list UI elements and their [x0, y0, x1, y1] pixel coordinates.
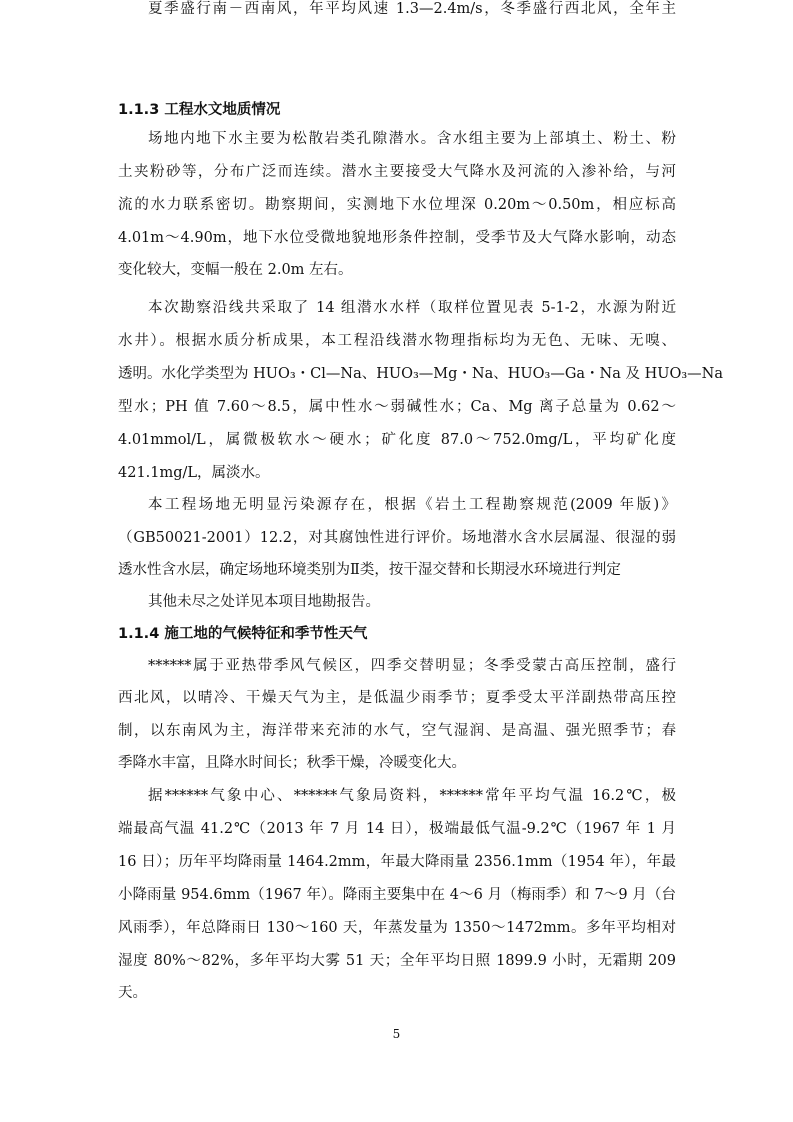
- paragraph-line: 土夹粉砂等，分布广泛而连续。潜水主要接受大气降水及河流的入渗补给，与河: [118, 164, 676, 180]
- paragraph-line: 制，以东南风为主，海洋带来充沛的水气，空气湿润、是高温、强光照季节；春: [118, 723, 676, 739]
- paragraph-line: 夏季盛行南－西南风，年平均风速 1.3—2.4m/s，冬季盛行西北风，全年主: [148, 1, 676, 17]
- paragraph-line: 据******气象中心、******气象局资料，******常年平均气温 16.2℃，极: [148, 788, 676, 804]
- paragraph-line: 端最高气温 41.2℃（2013 年 7 月 14 日），极端最低气温-9.2℃（1967 年 1 月: [118, 821, 676, 837]
- paragraph-line: 水井）。根据水质分析成果，本工程沿线潜水物理指标均为无色、无味、无嗅、: [118, 333, 676, 349]
- paragraph-line: 小降雨量 954.6mm（1967 年）。降雨主要集中在 4～6 月（梅雨季）和 7～9 月（台: [118, 887, 676, 903]
- paragraph-line: 型水；PH 值 7.60～8.5，属中性水～弱碱性水；Ca、Mg 离子总量为 0.62～: [118, 399, 676, 415]
- paragraph-line: 本次勘察沿线共采取了 14 组潜水水样（取样位置见表 5-1-2，水源为附近: [148, 300, 676, 316]
- paragraph-line: （GB50021-2001）12.2，对其腐蚀性进行评价。场地潜水含水层属湿、很湿的弱: [118, 530, 676, 546]
- page-number: 5: [392, 1027, 401, 1041]
- section-heading: 1.1.4 施工地的气候特征和季节性天气: [118, 626, 368, 642]
- section-heading: 1.1.3 工程水文地质情况: [118, 102, 281, 118]
- paragraph-line: 天。: [118, 985, 147, 1001]
- paragraph-line: 本工程场地无明显污染源存在，根据《岩土工程勘察规范(2009 年版)》: [148, 497, 676, 513]
- paragraph-line: 湿度 80%～82%，多年平均大雾 51 天；全年平均日照 1899.9 小时，无霜期 209: [118, 953, 676, 969]
- paragraph-line: 风雨季），年总降雨日 130～160 天，年蒸发量为 1350～1472mm。多年平均相对: [118, 920, 676, 936]
- paragraph-line: 16 日）；历年平均降雨量 1464.2mm，年最大降雨量 2356.1mm（1954 年），年最: [118, 854, 676, 870]
- paragraph-line: 季降水丰富，且降水时间长；秋季干燥，冷暖变化大。: [118, 755, 466, 771]
- paragraph-line: 4.01m～4.90m，地下水位受微地貌地形条件控制，受季节及大气降水影响，动态: [118, 230, 676, 246]
- paragraph-line: 4.01mmol/L，属微极软水～硬水；矿化度 87.0～752.0mg/L，平均矿化度: [118, 432, 676, 448]
- paragraph-line: 流的水力联系密切。勘察期间，实测地下水位埋深 0.20m～0.50m，相应标高: [118, 197, 676, 213]
- paragraph-line: 其他未尽之处详见本项目地勘报告。: [148, 594, 380, 610]
- paragraph-line: 透水性含水层，确定场地环境类别为Ⅱ类，按干湿交替和长期浸水环境进行判定: [118, 562, 621, 578]
- paragraph-line: 421.1mg/L，属淡水。: [118, 465, 270, 481]
- paragraph-line: 透明。水化学类型为 HUO₃・Cl—Na、HUO₃—Mg・Na、HUO₃—Ga・Na 及 HUO₃—Na: [118, 366, 724, 382]
- paragraph-line: 变化较大，变幅一般在 2.0m 左右。: [118, 262, 353, 278]
- paragraph-line: 西北风，以晴冷、干燥天气为主，是低温少雨季节；夏季受太平洋副热带高压控: [118, 690, 676, 706]
- paragraph-line: ******属于亚热带季风气候区，四季交替明显；冬季受蒙古高压控制，盛行: [148, 658, 676, 674]
- paragraph-line: 场地内地下水主要为松散岩类孔隙潜水。含水组主要为上部填土、粉土、粉: [148, 131, 676, 147]
